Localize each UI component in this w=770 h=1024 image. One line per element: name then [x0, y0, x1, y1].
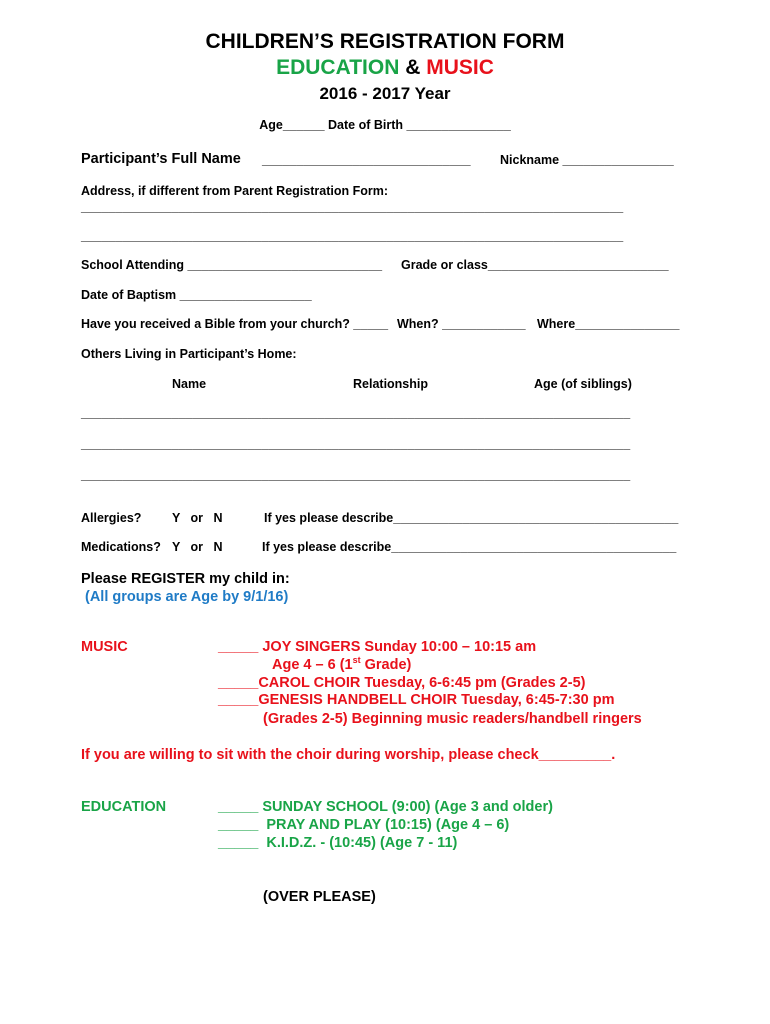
bible-where-field[interactable]: Where_______________ — [537, 317, 680, 331]
allergies-yes-no[interactable]: Y or N — [172, 511, 223, 525]
carol-choir-option[interactable]: _____CAROL CHOIR Tuesday, 6-6:45 pm (Grades 2-5) — [218, 675, 586, 691]
pray-and-play-option[interactable]: _____ PRAY AND PLAY (10:15) (Age 4 – 6) — [218, 817, 510, 833]
form-subtitle — [0, 56, 770, 80]
col-age-header: Age (of siblings) — [534, 377, 632, 391]
col-name-header: Name — [172, 377, 207, 391]
grade-field[interactable]: Grade or class__________________________ — [401, 258, 669, 272]
joy-singers-option[interactable]: _____ JOY SINGERS Sunday 10:00 – 10:15 am — [218, 639, 537, 655]
education-word: EDUCATION — [276, 56, 400, 79]
bible-question-field[interactable]: Have you received a Bible from your church? _____ — [81, 317, 389, 331]
education-section-label: EDUCATION — [81, 799, 167, 815]
allergies-describe-field[interactable]: If yes please describe_________________________________________ — [264, 511, 679, 525]
full-name-label: Participant’s Full Name — [81, 151, 241, 167]
medications-describe-field[interactable]: If yes please describe_________________________________________ — [262, 540, 677, 554]
genesis-handbell-option[interactable]: _____GENESIS HANDBELL CHOIR Tuesday, 6:45-7:30 pm — [218, 692, 615, 708]
sunday-school-option[interactable]: _____ SUNDAY SCHOOL (9:00) (Age 3 and older) — [218, 799, 553, 815]
nickname-field[interactable]: Nickname ________________ — [500, 153, 674, 167]
others-label: Others Living in Participant’s Home: — [81, 347, 297, 361]
form-title: CHILDREN’S REGISTRATION FORM — [205, 30, 565, 53]
bible-when-field[interactable]: When? ____________ — [397, 317, 526, 331]
address-line-1[interactable]: ______________________________________________________________________________ — [81, 200, 624, 214]
others-line-2[interactable]: _______________________________________________________________________________ — [81, 437, 631, 451]
form-year: 2016 - 2017 Year — [319, 84, 451, 103]
music-section-label: MUSIC — [81, 639, 128, 655]
worship-check-field[interactable]: If you are willing to sit with the choir during worship, please check_________. — [81, 747, 616, 763]
baptism-date-field[interactable]: Date of Baptism ___________________ — [81, 288, 312, 302]
medications-yes-no[interactable]: Y or N — [172, 540, 223, 554]
full-name-field[interactable]: ______________________________ — [262, 153, 471, 167]
allergies-label: Allergies? — [81, 511, 142, 525]
over-please-note: (OVER PLEASE) — [263, 889, 376, 905]
age-cutoff-note: (All groups are Age by 9/1/16) — [85, 589, 289, 605]
kidz-option[interactable]: _____ K.I.D.Z. - (10:45) (Age 7 - 11) — [218, 835, 458, 851]
ampersand: & — [399, 56, 427, 79]
register-heading: Please REGISTER my child in: — [81, 571, 290, 587]
address-line-2[interactable]: ______________________________________________________________________________ — [81, 229, 624, 243]
joy-singers-age: Age 4 – 6 (1st Grade) — [272, 655, 412, 673]
address-label: Address, if different from Parent Registration Form: — [81, 184, 388, 198]
genesis-handbell-note: (Grades 2-5) Beginning music readers/handbell ringers — [263, 711, 642, 727]
age-dob-line: Age______ Date of Birth _______________ — [259, 118, 511, 132]
school-attending-field[interactable]: School Attending ____________________________ — [81, 258, 383, 272]
medications-label: Medications? — [81, 540, 161, 554]
col-relationship-header: Relationship — [353, 377, 429, 391]
others-line-1[interactable]: _______________________________________________________________________________ — [81, 406, 631, 420]
music-word: MUSIC — [426, 56, 494, 79]
others-line-3[interactable]: _______________________________________________________________________________ — [81, 468, 631, 482]
